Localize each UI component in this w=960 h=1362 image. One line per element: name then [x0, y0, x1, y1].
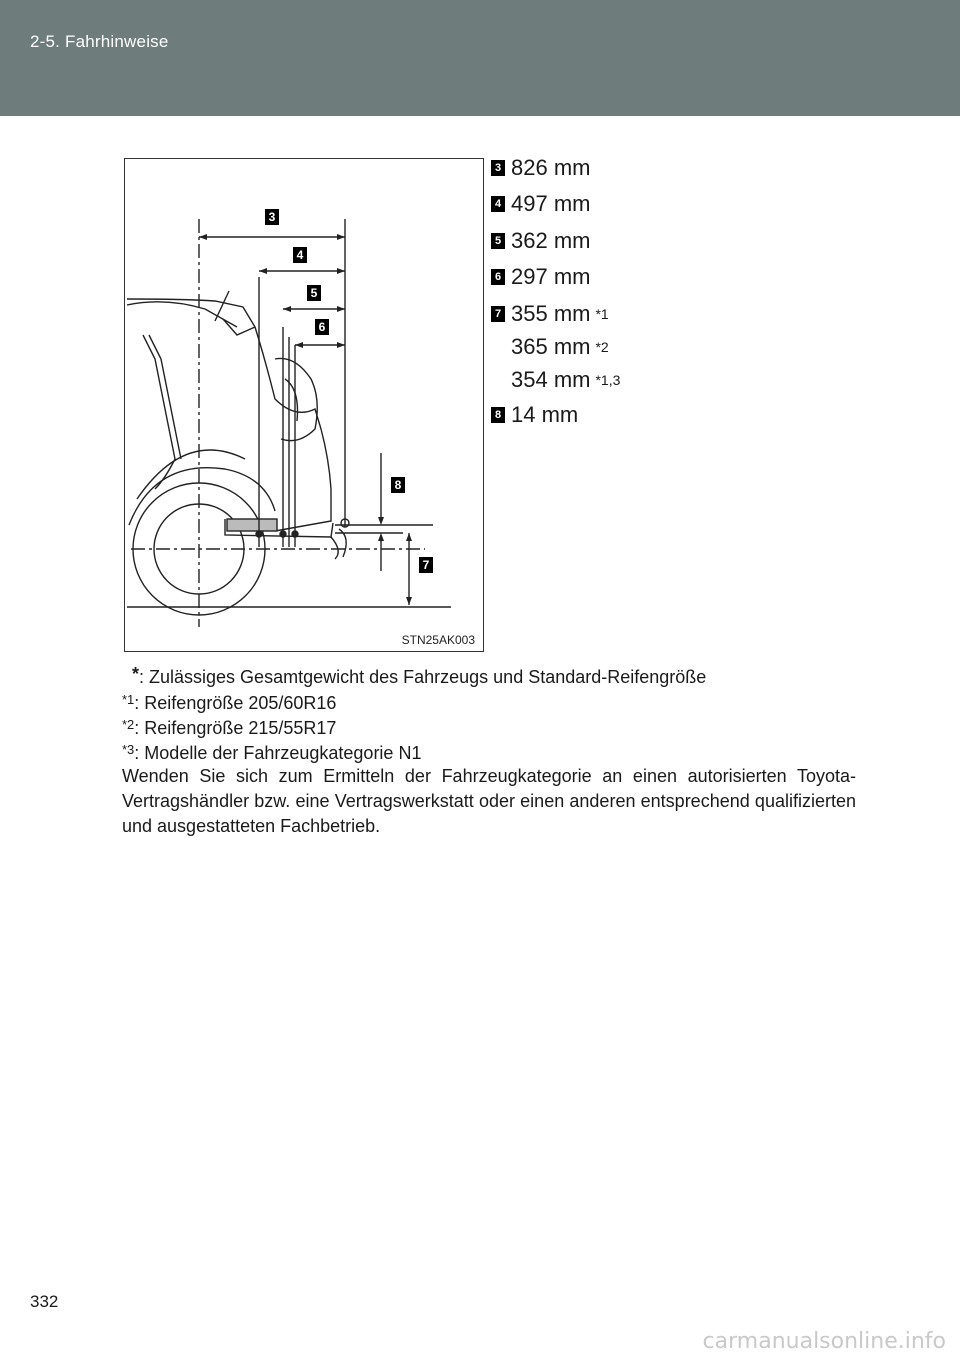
- footnote-marker: *3: [122, 742, 135, 757]
- footnote: [122, 712, 856, 737]
- legend-item: [491, 226, 590, 256]
- legend-badge: 3: [491, 160, 505, 176]
- legend-item: [491, 299, 609, 329]
- legend-value: 355 mm: [511, 301, 591, 326]
- legend-value: 297 mm: [511, 264, 591, 289]
- legend-badge: 8: [491, 407, 505, 423]
- exhaust: [331, 537, 338, 559]
- callout-6-label: 6: [318, 320, 326, 334]
- legend-value: 354 mm: [511, 367, 591, 392]
- section-title: 2-5. Fahrhinweise: [30, 32, 169, 51]
- legend-item: [491, 153, 590, 183]
- legend-item: [491, 365, 620, 395]
- bumper-bracket: [227, 519, 277, 531]
- legend-item: [491, 400, 578, 430]
- legend-footnote-ref: *1,3: [595, 372, 621, 388]
- antenna: [215, 291, 229, 321]
- legend-item: [491, 332, 609, 362]
- callout-8-label: 8: [394, 478, 402, 492]
- watermark: carmanualsonline.info: [702, 1329, 946, 1354]
- legend-badge: 6: [491, 269, 505, 285]
- legend-badge: 4: [491, 196, 505, 212]
- vehicle-dimension-figure: [124, 158, 484, 652]
- footnotes: [122, 662, 856, 839]
- legend-item: [491, 262, 590, 292]
- legend-value: 14 mm: [511, 402, 579, 427]
- footnote-text: : Modelle der Fahrzeugkategorie N1: [134, 743, 422, 763]
- footnote-text: : Zulässiges Gesamtgewicht des Fahrzeugs und Standard-Reifengröße: [139, 667, 707, 687]
- footnote: [122, 737, 856, 762]
- footnote-text: : Reifengröße 205/60R16: [134, 693, 337, 713]
- page-number: 332: [30, 1292, 59, 1311]
- body-outline: [127, 299, 331, 531]
- car-rear-diagram: [125, 159, 483, 651]
- callout-7-label: 7: [422, 558, 430, 572]
- legend-value: 365 mm: [511, 334, 591, 359]
- callout-5-label: 5: [310, 286, 318, 300]
- callout-4-label: 4: [296, 248, 304, 262]
- callout-3-label: 3: [268, 210, 276, 224]
- legend-badge: 5: [491, 233, 505, 249]
- wheel-arch: [129, 468, 275, 525]
- legend-footnote-ref: *2: [595, 339, 609, 355]
- body-paragraph: Wenden Sie sich zum Ermitteln der Fahrzeugkategorie an einen autorisierten Toyota-Vertragshändler bzw. eine Vertragswerkstatt oder einen anderen entsprechend qualifizierten und ausgestatteten Fachbetrieb.: [122, 766, 856, 836]
- rear-window: [143, 335, 175, 489]
- legend-footnote-ref: *1: [595, 306, 609, 322]
- legend-value: 826 mm: [511, 155, 591, 180]
- legend-item: [491, 189, 590, 219]
- figure-code: STN25AK003: [401, 633, 475, 647]
- legend-value: 497 mm: [511, 191, 591, 216]
- legend-value: 362 mm: [511, 228, 591, 253]
- footnote: [122, 662, 856, 687]
- footnote-text: : Reifengröße 215/55R17: [134, 718, 337, 738]
- legend-badge: 7: [491, 306, 505, 322]
- footnote-marker: *: [132, 664, 140, 684]
- page-header: [0, 0, 960, 116]
- footnote-marker: *2: [122, 717, 135, 732]
- footnote-marker: *1: [122, 692, 135, 707]
- footnote: [122, 687, 856, 712]
